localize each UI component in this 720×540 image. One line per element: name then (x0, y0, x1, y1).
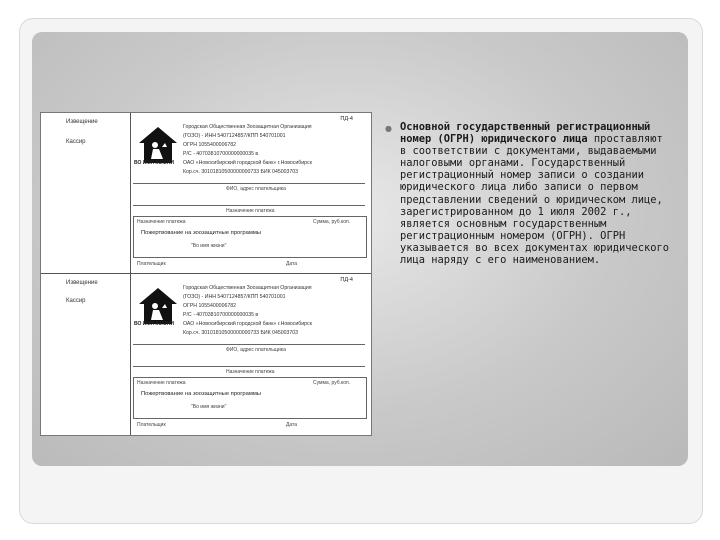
amount-label: Сумма, руб.коп. (313, 380, 351, 386)
payment-purpose-header: Назначение платежа (137, 219, 186, 225)
org-details (183, 123, 363, 177)
date-label: Дата (286, 261, 298, 267)
org-line: Кор.сч. 30101810500000000733 БИК 045003703 (183, 169, 299, 175)
house-animals-logo-icon (137, 125, 179, 165)
house-animals-logo-icon (137, 286, 179, 326)
logo-caption: ВО ИМЯ ЖИЗНИ (134, 321, 174, 327)
cashier-label: Кассир (66, 298, 86, 304)
org-line: ОАО «Новосибирский городской банк» г.Новосибирск (183, 321, 312, 327)
amount-label: Сумма, руб.коп. (313, 219, 351, 225)
notice-label: Извещение (66, 119, 98, 125)
fio-label: ФИО, адрес плательщика (226, 347, 286, 353)
rule (133, 366, 365, 367)
payment-label-top: Назначение платежа (226, 208, 275, 214)
org-line: ОГРН 1055400006782 (183, 142, 236, 148)
payer-label: Плательщик (137, 422, 166, 428)
org-line: Р/С - 40703810700000000035 в (183, 312, 259, 318)
org-line: (ГОЗО) - ИНН 5407124857/КПП 540701001 (183, 294, 286, 300)
payment-purpose-header: Назначение платежа (137, 380, 186, 386)
payment-purpose: Пожертвование на зоозащитные программы (141, 230, 261, 236)
org-line: Городская Общественная Зоозащитная Организация (183, 285, 312, 291)
bullet-icon: ● (385, 124, 392, 133)
org-line: ОГРН 1055400006782 (183, 303, 236, 309)
logo-caption: ВО ИМЯ ЖИЗНИ (134, 160, 174, 166)
cashier-label: Кассир (66, 139, 86, 145)
payer-label: Плательщик (137, 261, 166, 267)
receipt-receipt-section (41, 274, 371, 434)
program-name: "Во имя жизни" (191, 243, 227, 249)
org-details (183, 284, 363, 338)
payment-purpose: Пожертвование на зоозащитные программы (141, 391, 261, 397)
form-code: ПД-4 (340, 277, 353, 283)
org-line: Городская Общественная Зоозащитная Организация (183, 124, 312, 130)
form-code: ПД-4 (340, 116, 353, 122)
receipt-notice-section (41, 113, 371, 274)
payment-label-top: Назначение платежа (226, 369, 275, 375)
receipt-form-image (40, 112, 372, 436)
ogrn-heading: Основной государственный регистрационный номер (ОГРН) юридического лица (400, 121, 651, 146)
date-label: Дата (286, 422, 298, 428)
ogrn-body: проставляют в соответствии с документами, выдаваемыми налоговыми органами. Государственный регистрационный номер записи о создании юридического лица либо записи о первом представлении сведений о юридическом лице, зарегистрированном до 1 июля 2002 г., является основным государственным регистрационным номером (ОГРН). ОГРН указывается во всех документах юридического лица наряду с его наименованием. (400, 133, 669, 267)
org-line: (ГОЗО) - ИНН 5407124857/КПП 540701001 (183, 133, 286, 139)
program-name: "Во имя жизни" (191, 404, 227, 410)
org-line: ОАО «Новосибирский городской банк» г.Новосибирск (183, 160, 312, 166)
notice-label: Извещение (66, 280, 98, 286)
fio-label: ФИО, адрес плательщика (226, 186, 286, 192)
org-line: Кор.сч. 30101810500000000733 БИК 045003703 (183, 330, 299, 336)
ogrn-description (400, 121, 670, 266)
rule (133, 205, 365, 206)
rule (133, 344, 365, 345)
rule (133, 183, 365, 184)
org-line: Р/С - 40703810700000000035 в (183, 151, 259, 157)
